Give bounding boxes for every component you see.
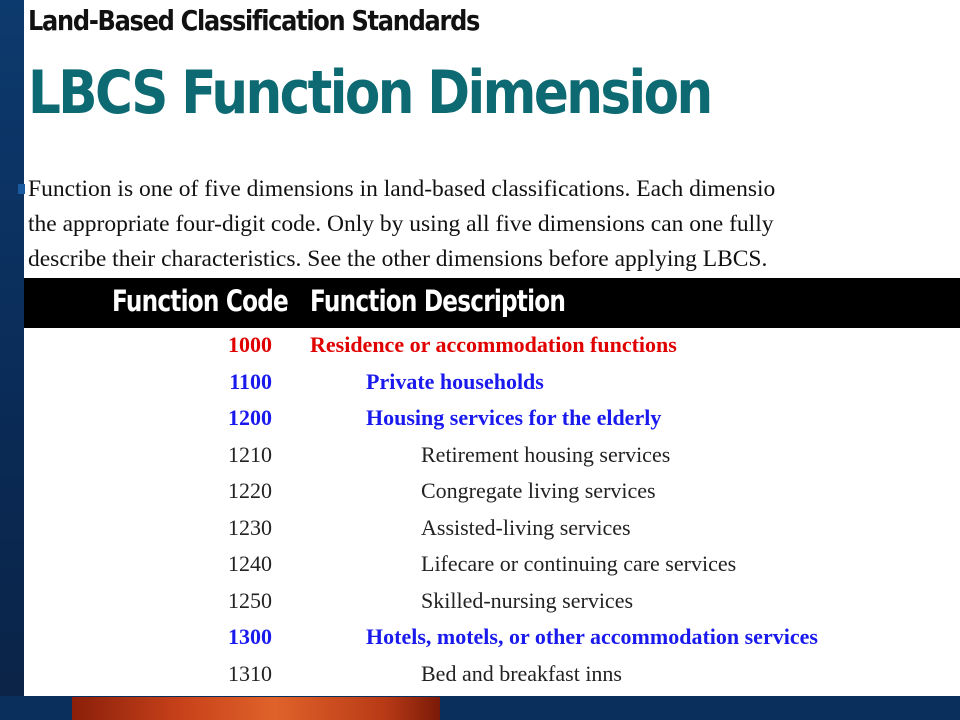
function-code: 1220 bbox=[228, 478, 272, 503]
function-description: Hotels, motels, or other accommodation services bbox=[366, 624, 818, 649]
function-description: Residence or accommodation functions bbox=[310, 332, 677, 357]
function-code: 1000 bbox=[228, 332, 272, 357]
function-code: 1250 bbox=[228, 587, 272, 613]
bullet-square-icon bbox=[18, 184, 25, 194]
table-row bbox=[24, 584, 960, 621]
slide-content bbox=[24, 0, 960, 696]
table-row bbox=[24, 474, 960, 511]
table-row bbox=[24, 547, 960, 584]
slide-accent-bar bbox=[72, 697, 440, 720]
function-code: 1240 bbox=[228, 551, 272, 576]
function-description: Bed and breakfast inns bbox=[421, 660, 622, 686]
intro-line: the appropriate four-digit code. Only by using all five dimensions can one fully bbox=[28, 211, 774, 237]
function-description: Congregate living services bbox=[421, 478, 656, 503]
intro-line: describe their characteristics. See the other dimensions before applying LBCS. bbox=[28, 246, 768, 272]
intro-line: Function is one of five dimensions in land-based classifications. Each dimensio bbox=[28, 176, 776, 202]
column-header-code: Function Code bbox=[112, 284, 288, 318]
function-code: 1310 bbox=[228, 660, 272, 686]
table-row bbox=[24, 328, 960, 365]
function-table-body bbox=[24, 328, 960, 693]
function-description: Assisted-living services bbox=[421, 514, 631, 540]
slide-left-band bbox=[0, 0, 24, 720]
column-header-description: Function Description bbox=[310, 284, 566, 318]
table-row bbox=[24, 657, 960, 694]
function-description: Private households bbox=[366, 368, 544, 394]
function-description: Skilled-nursing services bbox=[421, 587, 634, 613]
table-row bbox=[24, 620, 960, 657]
table-row bbox=[24, 511, 960, 548]
function-code: 1200 bbox=[228, 405, 272, 430]
function-description: Lifecare or continuing care services bbox=[421, 551, 737, 576]
intro-paragraph bbox=[28, 172, 960, 277]
function-code: 1300 bbox=[228, 624, 272, 649]
slide-subtitle: Land-Based Classification Standards bbox=[28, 4, 480, 37]
table-row bbox=[24, 401, 960, 438]
table-header bbox=[24, 278, 960, 328]
table-row bbox=[24, 365, 960, 402]
function-code: 1230 bbox=[228, 514, 272, 540]
function-description: Retirement housing services bbox=[421, 441, 671, 467]
slide-title: LBCS Function Dimension bbox=[28, 58, 711, 128]
function-code: 1210 bbox=[228, 441, 272, 467]
table-row bbox=[24, 438, 960, 475]
function-description: Housing services for the elderly bbox=[366, 405, 662, 430]
function-code: 1100 bbox=[229, 368, 272, 394]
